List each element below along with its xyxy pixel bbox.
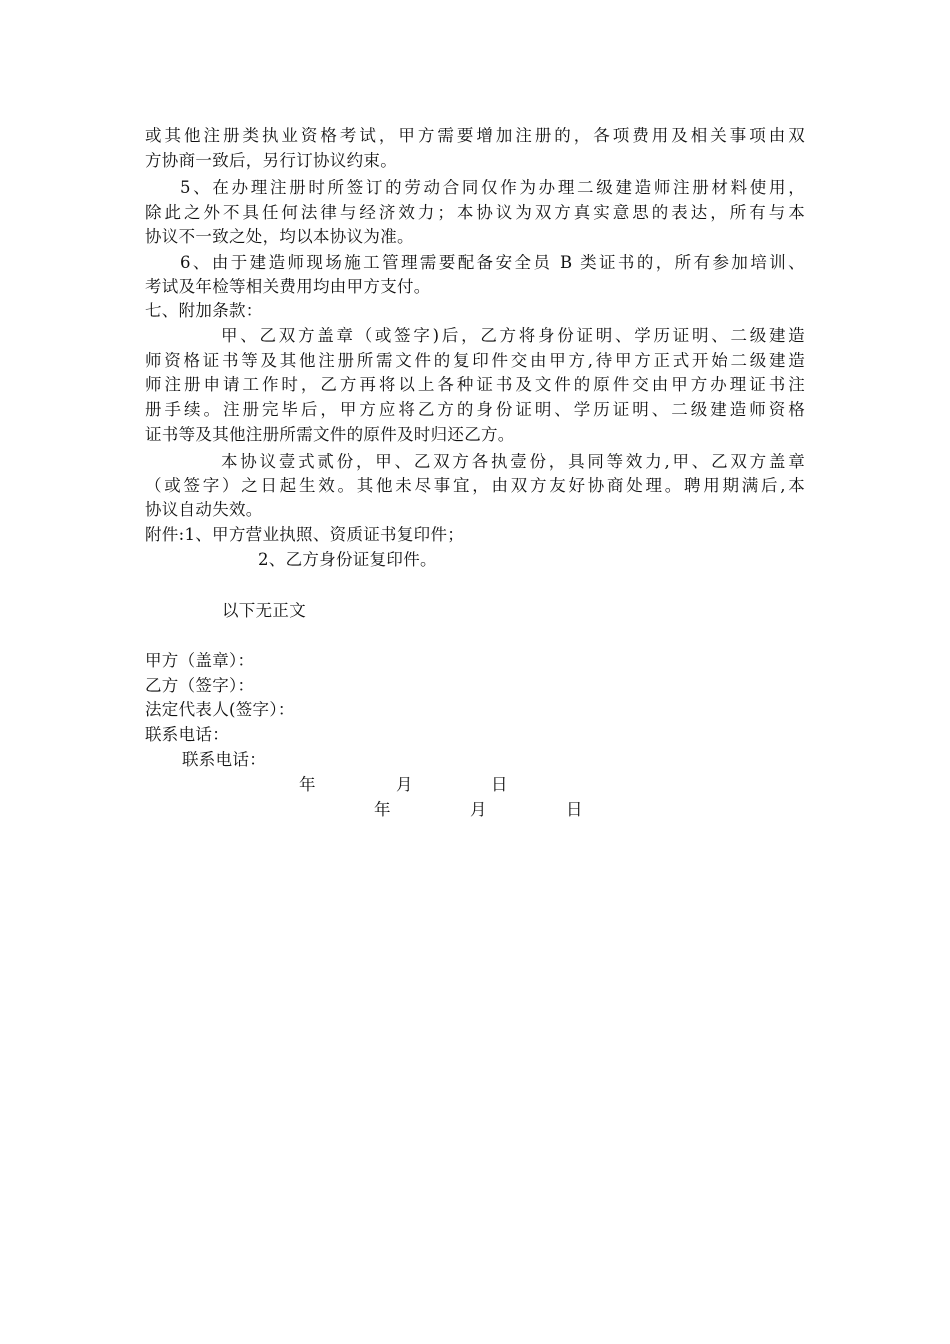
paragraph-line: 协议不一致之处，均以本协议为准。: [145, 227, 414, 246]
contact-phone-label: 联系电话：: [182, 750, 266, 769]
paragraph-line: 师资格证书等及其他注册所需文件的复印件交由甲方,待甲方正式开始二级建造: [145, 351, 805, 370]
section-heading: 七、附加条款：: [145, 301, 263, 320]
clause-6-line: 6、由于建造师现场施工管理需要配备安全员 B 类证书的，所有参加培训、: [180, 253, 805, 272]
paragraph-line: 证书等及其他注册所需文件的原件及时归还乙方。: [145, 425, 515, 444]
date-month-label: 月: [396, 775, 413, 794]
party-b-signature-label: 乙方（签字）：: [145, 676, 255, 695]
clause-5-line: 5、在办理注册时所签订的劳动合同仅作为办理二级建造师注册材料使用，: [180, 178, 805, 197]
paragraph-line: 师注册申请工作时，乙方再将以上各种证书及文件的原件交由甲方办理证书注: [145, 375, 805, 394]
paragraph-line: 除此之外不具任何法律与经济效力；本协议为双方真实意思的表达，所有与本: [145, 203, 805, 222]
paragraph-line: 或其他注册类执业资格考试，甲方需要增加注册的，各项费用及相关事项由双: [145, 126, 805, 145]
date-day-label: 日: [491, 775, 508, 794]
attachments-line: 2、乙方身份证复印件。: [258, 550, 437, 569]
paragraph-line: （或签字）之日起生效。其他未尽事宜，由双方友好协商处理。聘用期满后,本: [145, 476, 805, 495]
paragraph-line: 甲、乙双方盖章（或签字)后，乙方将身份证明、学历证明、二级建造: [221, 326, 805, 345]
attachments-line: 附件:1、甲方营业执照、资质证书复印件；: [145, 525, 465, 544]
paragraph-line: 册手续。注册完毕后，甲方应将乙方的身份证明、学历证明、二级建造师资格: [145, 400, 805, 419]
date-year-label: 年: [374, 800, 391, 819]
date-month-label: 月: [470, 800, 487, 819]
contact-phone-label: 联系电话：: [145, 725, 229, 744]
legal-representative-label: 法定代表人(签字）：: [145, 700, 295, 719]
paragraph-line: 方协商一致后，另行订协议约束。: [145, 151, 397, 170]
paragraph-line: 考试及年检等相关费用均由甲方支付。: [145, 277, 431, 296]
paragraph-line: 本协议壹式贰份，甲、乙双方各执壹份，具同等效力,甲、乙双方盖章: [221, 452, 805, 471]
end-of-text-note: 以下无正文: [222, 601, 306, 620]
date-day-label: 日: [566, 800, 583, 819]
paragraph-line: 协议自动失效。: [145, 500, 263, 519]
date-year-label: 年: [299, 775, 316, 794]
party-a-seal-label: 甲方（盖章）：: [145, 651, 255, 670]
